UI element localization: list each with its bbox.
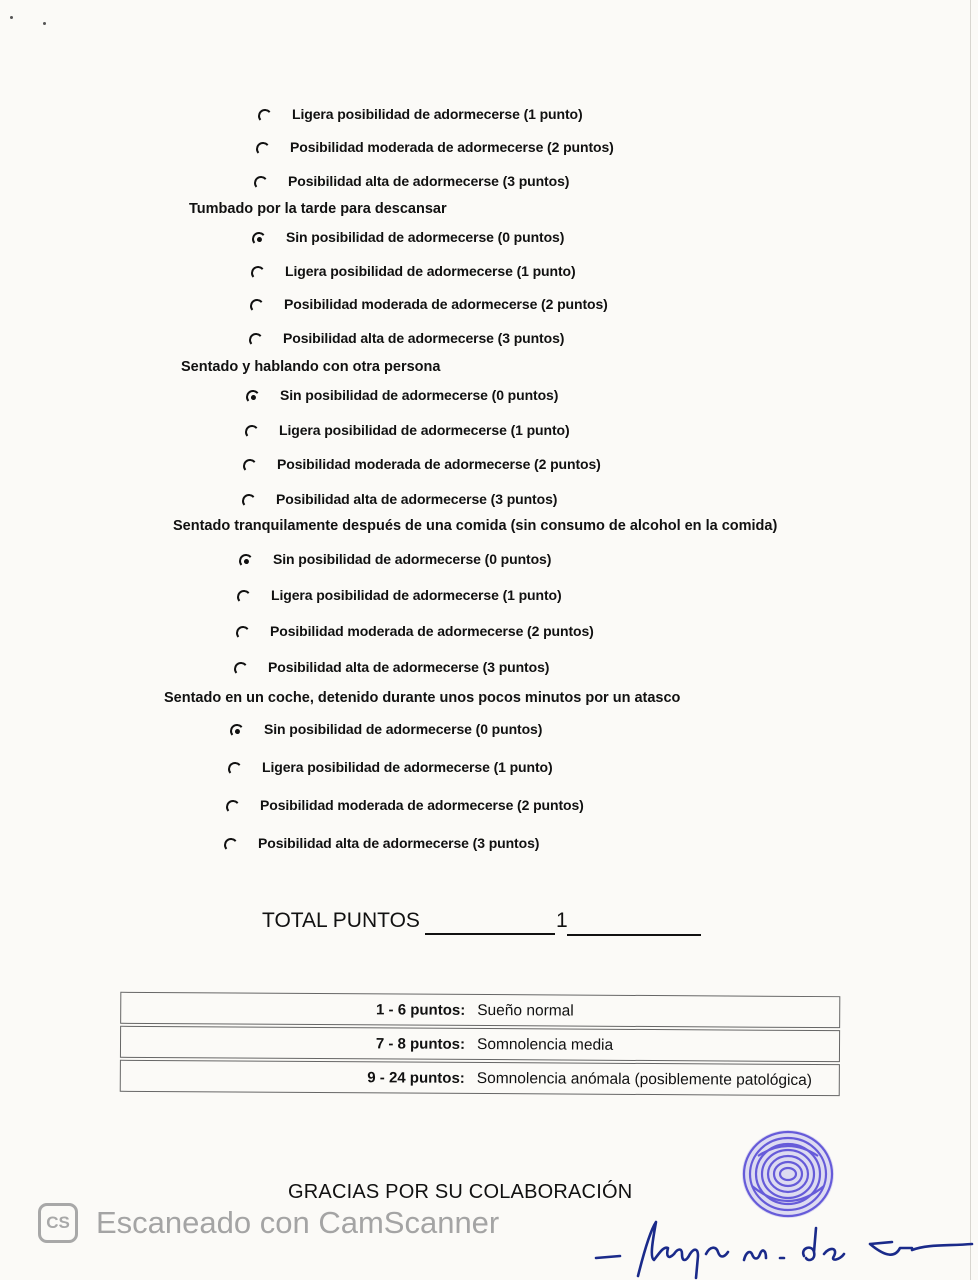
score-range: 7 - 8 puntos:	[375, 1035, 466, 1053]
score-range: 1 - 6 puntos:	[376, 1001, 466, 1019]
radio-button-checked[interactable]	[245, 389, 260, 404]
option-label: Ligera posibilidad de adormecerse (1 punto)	[285, 263, 576, 279]
thanks-message: GRACIAS POR SU COLABORACIÓN	[288, 1181, 633, 1203]
radio-button[interactable]	[235, 625, 250, 640]
radio-button[interactable]	[241, 493, 256, 508]
option-label: Posibilidad alta de adormecerse (3 puntos)	[283, 330, 565, 346]
option-label: Posibilidad moderada de adormecerse (2 puntos)	[284, 296, 608, 312]
option-label: Posibilidad moderada de adormecerse (2 puntos)	[277, 456, 601, 472]
option-label: Posibilidad alta de adormecerse (3 puntos)	[288, 173, 570, 189]
radio-button[interactable]	[236, 589, 251, 604]
score-row	[120, 1060, 840, 1096]
radio-button[interactable]	[248, 332, 263, 347]
score-table	[120, 992, 845, 1104]
score-description: Somnolencia anómala (posiblemente patológica)	[476, 1069, 813, 1090]
option-label: Posibilidad alta de adormecerse (3 puntos)	[258, 835, 540, 851]
fingerprint-icon	[738, 1126, 838, 1226]
score-description: Somnolencia media	[476, 1035, 614, 1054]
option-label: Sin posibilidad de adormecerse (0 puntos)	[286, 229, 565, 245]
question-heading: Sentado en un coche, detenido durante unos pocos minutos por un atasco	[164, 690, 681, 706]
total-label: TOTAL PUNTOS	[262, 909, 420, 932]
scan-speck	[10, 16, 13, 19]
question-heading: Sentado y hablando con otra persona	[181, 359, 441, 375]
option-label: Ligera posibilidad de adormecerse (1 punto)	[271, 587, 562, 603]
radio-button[interactable]	[227, 761, 242, 776]
total-underline	[567, 934, 701, 936]
score-range: 9 - 24 puntos:	[367, 1069, 465, 1087]
option-label: Sin posibilidad de adormecerse (0 puntos)	[280, 387, 559, 403]
score-description: Sueño normal	[477, 1001, 574, 1020]
radio-button-checked[interactable]	[229, 723, 244, 738]
radio-button[interactable]	[233, 661, 248, 676]
radio-button[interactable]	[250, 265, 265, 280]
handwritten-signature	[594, 1214, 974, 1280]
option-label: Posibilidad moderada de adormecerse (2 puntos)	[260, 797, 584, 813]
option-label: Posibilidad moderada de adormecerse (2 puntos)	[270, 623, 594, 639]
total-value: 1	[556, 909, 568, 932]
option-label: Ligera posibilidad de adormecerse (1 punto)	[292, 106, 583, 122]
radio-button[interactable]	[242, 458, 257, 473]
camscanner-logo-icon: CS	[38, 1203, 78, 1243]
radio-button[interactable]	[244, 424, 259, 439]
option-label: Posibilidad alta de adormecerse (3 puntos)	[276, 491, 558, 507]
radio-button[interactable]	[225, 799, 240, 814]
score-row	[120, 1026, 840, 1062]
scan-speck	[43, 22, 46, 25]
page-edge-shadow	[970, 0, 971, 1280]
watermark-text: Escaneado con CamScanner	[96, 1205, 500, 1240]
radio-button-checked[interactable]	[238, 553, 253, 568]
radio-button[interactable]	[253, 175, 268, 190]
option-label: Sin posibilidad de adormecerse (0 puntos)	[273, 551, 552, 567]
option-label: Posibilidad moderada de adormecerse (2 puntos)	[290, 139, 614, 155]
option-label: Sin posibilidad de adormecerse (0 puntos)	[264, 721, 543, 737]
question-heading: Tumbado por la tarde para descansar	[189, 201, 447, 217]
radio-button[interactable]	[255, 141, 270, 156]
radio-button[interactable]	[223, 837, 238, 852]
question-heading: Sentado tranquilamente después de una comida (sin consumo de alcohol en la comida)	[173, 518, 778, 534]
radio-button-checked[interactable]	[251, 231, 266, 246]
option-label: Ligera posibilidad de adormecerse (1 punto)	[279, 422, 570, 438]
radio-button[interactable]	[257, 108, 272, 123]
option-label: Ligera posibilidad de adormecerse (1 punto)	[262, 759, 553, 775]
score-row	[120, 992, 840, 1028]
option-label: Posibilidad alta de adormecerse (3 puntos)	[268, 659, 550, 675]
total-underline	[425, 933, 555, 935]
radio-button[interactable]	[249, 298, 264, 313]
